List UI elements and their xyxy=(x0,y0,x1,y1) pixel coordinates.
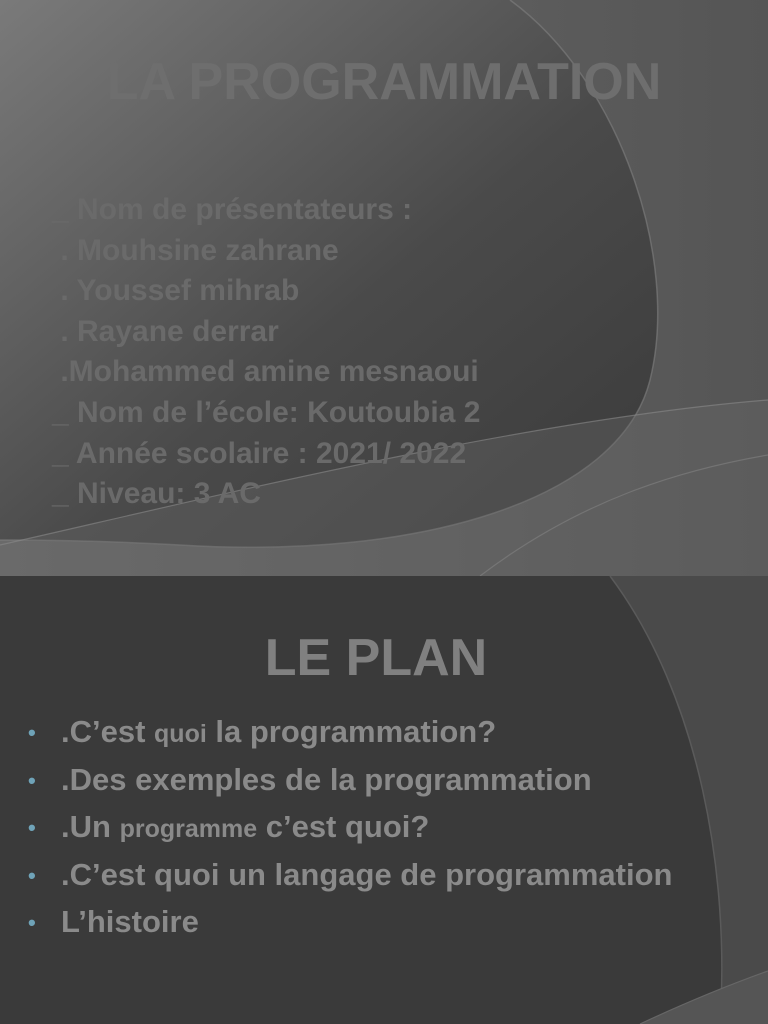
list-item: • .Des exemples de la programmation xyxy=(28,761,592,797)
list-item: • L’histoire xyxy=(28,904,199,939)
slide-title: LE PLAN xyxy=(264,629,488,687)
info-line: . Mouhsine zahrane xyxy=(52,233,339,267)
presenter-info xyxy=(52,190,480,515)
list-item: • .C’est quoi la programmation? xyxy=(28,714,497,749)
plan-list xyxy=(28,714,672,952)
info-line: . Rayane derrar xyxy=(52,314,279,348)
info-line: . Youssef mihrab xyxy=(52,274,300,308)
info-line: .Mohammed amine mesnaoui xyxy=(52,355,479,389)
info-line: _ Nom de présentateurs : xyxy=(52,193,413,226)
list-item: • .C’est quoi un langage de programmation xyxy=(28,856,673,892)
slide-title: LA PROGRAMMATION xyxy=(106,53,662,111)
info-line: _ Nom de l’école: Koutoubia 2 xyxy=(52,395,481,429)
bullet-icon: • xyxy=(28,720,36,745)
bullet-icon: • xyxy=(28,910,36,935)
bullet-icon: • xyxy=(28,767,36,793)
bullet-icon: • xyxy=(28,862,36,888)
info-line: _ Niveau: 3 AC xyxy=(52,477,261,511)
info-line: _ Année scolaire : 2021/ 2022 xyxy=(52,436,467,470)
list-item: • .Un programme c’est quoi? xyxy=(28,809,430,844)
plan-slide xyxy=(0,576,768,1024)
bullet-icon: • xyxy=(28,815,36,840)
